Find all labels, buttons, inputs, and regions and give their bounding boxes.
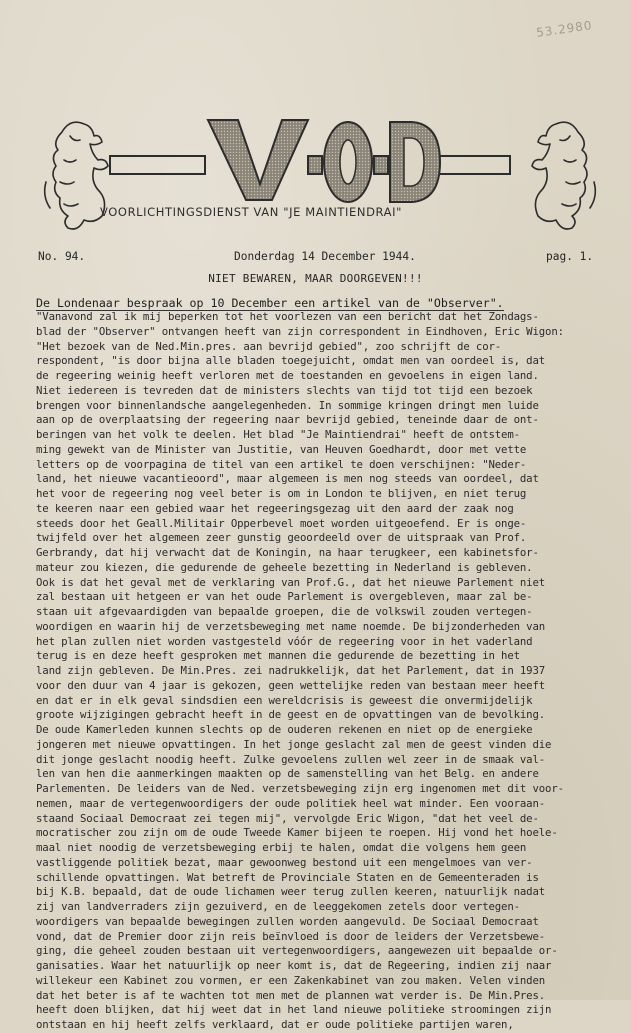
- letter-o: [324, 122, 372, 202]
- article-line: schillende opvattingen. Wat betreft de Provinciale Staten en de Gemeenteraden is: [36, 870, 539, 884]
- article-line: letters op de voorpagina de titel van een artikel te doen verschijnen: "Neder-: [36, 457, 527, 471]
- article-line: groote wijzigingen gebracht heeft in de geest en de opvattingen van de bevolking.: [36, 708, 546, 722]
- article-line: nemen, maar de vertegenwoordigers der oude politiek heel wat minder. Een vooraan-: [36, 796, 546, 810]
- letter-v: [208, 120, 308, 200]
- article-line: De oude Kamerleden kunnen slechts op de ouderen rekenen en niet op de energieke: [36, 723, 533, 736]
- article-line: woordigen en waarin hij de verzetsbeweging met name noemde. De bijzonderheden van: [36, 619, 546, 633]
- article-line: Ook is dat het geval met de verklaring van Prof.G., dat het nieuwe Parlement niet: [36, 575, 546, 589]
- article-line: het voor de regeering nog veel beter is om in London te blijven, en niet terug: [36, 487, 527, 500]
- article-line: staan uit afgevaardigden van bepaalde groepen, die de volkswil zouden vertegen-: [36, 605, 533, 618]
- masthead: [40, 112, 600, 242]
- article-line: te keeren naar een gebied waar het regeeringsgezag uit den aard der zaak nog: [36, 501, 514, 515]
- article-line: twijfeld over het algemeen zeer gunstig geoordeeld over de uitspraak van Prof.: [36, 531, 527, 545]
- left-lion-icon: [45, 122, 108, 229]
- article-line: en dat er in elk geval sindsdien een wereldcrisis is geweest die onvermijdelijk: [36, 693, 533, 707]
- article-line: het plan zullen niet worden vastgesteld vóór de regeering voor in het vaderland: [36, 634, 533, 648]
- article-line: jongeren met nieuwe opvattingen. In het jonge geslacht zal men de geest vinden die: [36, 737, 552, 751]
- article-line: terug is en deze heeft gesproken met mannen die gedurende de bezetting in het: [36, 649, 520, 663]
- article-line: bij K.B. bepaald, dat de oude lichamen weer terug zullen keeren, natuurlijk nadat: [36, 885, 546, 899]
- page-number: pag. 1.: [546, 250, 594, 263]
- article-line: Parlementen. De leiders van de Ned. verzetsbeweging zijn erg ingenomen met dit voor-: [36, 782, 564, 795]
- issue-date: Donderdag 14 December 1944.: [234, 250, 416, 263]
- article-line: len van hen die aanmerkingen maakten op de samenstelling van het Belg. en andere: [36, 767, 539, 781]
- article-line: woordigers van bepaalde bewegingen zullen worden aangevuld. De Sociaal Democraat: [36, 914, 539, 928]
- article-line: dat het beter is af te wachten tot men met de plannen wat verder is. De Min.Pres.: [36, 988, 546, 1002]
- article-line: ging, die geheel zouden bestaan uit vertegenwoordigers, aangewezen uit bepaalde or-: [36, 944, 558, 958]
- article-line: Gerbrandy, dat hij verwacht dat de Koningin, na haar terugkeer, een kabinetsfor-: [36, 546, 539, 559]
- issue-number: No. 94.: [38, 250, 86, 263]
- article-line: zij van landverraders zijn gezuiverd, en de leeggekomen zetels door vertegen-: [36, 900, 520, 913]
- article-line: dit jonge geslacht noodig heeft. Zulke gevoelens zullen wel zeer in de smaak val-: [36, 752, 546, 766]
- article-line: heeft doen blijken, dat hij weet dat in het land nieuwe politieke stroomingen zijn: [36, 1003, 552, 1017]
- article-line: de regeering weinig heeft verloren met de toestanden en gevoelens in eigen land.: [36, 369, 539, 382]
- separator-dot-1: [308, 156, 322, 174]
- article-line: mateur zou kiezen, die gedurende de geheele bezetting in Nederland is gebleven.: [36, 560, 533, 574]
- article-line: aan op de overplaatsing der regeering naar bevrijd gebied, teneinde daar de ont-: [36, 413, 539, 427]
- article-line: zal bestaan uit hetgeen er van het oude Parlement is overgebleven, maar zal be-: [36, 590, 533, 604]
- article-line: vond, dat de Premier door zijn reis beïnvloed is door de leiders der Verzetsbewe-: [36, 929, 546, 943]
- article-line: "Vanavond zal ik mij beperken tot het voorlezen van een bericht dat het Zondags-: [36, 310, 539, 323]
- article-line: staand Sociaal Democraat zei tegen mij", vervolgde Eric Wigon, "dat het veel de-: [36, 811, 539, 825]
- article-line: steeds door het Geall.Militair Opperbevel moet worden uitgeoefend. Er is onge-: [36, 516, 527, 530]
- article-line: vastliggende politiek bezat, maar gewoonweg bestond uit een mengelmoes van ver-: [36, 855, 533, 869]
- article-line: brengen voor binnenlandsche aangelegenheden. In sommige kringen dringt men luide: [36, 398, 539, 412]
- article-line: land zijn gebleven. De Min.Pres. zei nadrukkelijk, dat het Parlement, dat in 1937: [36, 664, 546, 677]
- article-line: mocratischer zou zijn om de oude Tweede Kamer bijeen te roepen. Hij vond het hoele-: [36, 826, 558, 840]
- article-line: maal niet noodig de verzetsbeweging erbij te halen, omdat die volgens hem geen: [36, 841, 527, 854]
- letter-d: [390, 122, 440, 202]
- article-line: ming gewekt van de Minister van Justitie, van Heuven Goedhardt, door met vette: [36, 442, 527, 456]
- article-line: ontstaan en hij heeft zelfs verklaard, dat er oude politieke partijen waren,: [36, 1018, 514, 1031]
- article-line: ganisaties. Waar het natuurlijk op neer komt is, dat de Regeering, indien zij naar: [36, 959, 552, 972]
- article-line: land, het nieuwe vacantieoord", maar algemeen is men nog steeds van oordeel, dat: [36, 472, 539, 486]
- issue-info: [38, 250, 598, 266]
- separator-dot-2: [374, 156, 388, 174]
- article-line: respondent, "is door bijna alle bladen toegejuicht, omdat men van oordeel is, dat: [36, 354, 546, 368]
- pencil-annotation: 53.2980: [535, 18, 594, 40]
- right-lion-icon: [532, 122, 595, 229]
- article-line: beringen van het volk te deelen. Het blad "Je Maintiendrai" heeft de ontstem-: [36, 428, 520, 441]
- article-line: willekeur een Kabinet zou vormen, er een Zakenkabinet van zou maken. Velen vinden: [36, 973, 546, 987]
- article-body: [36, 310, 611, 1033]
- masthead-subtitle: VOORLICHTINGSDIENST VAN "JE MAINTIENDRAI": [100, 205, 403, 219]
- notice: NIET BEWAREN, MAAR DOORGEVEN!!!: [208, 272, 423, 285]
- article-line: Niet iedereen is tevreden dat de ministers slechts van tijd tot tijd een bezoek: [36, 383, 533, 397]
- article-line: blad der "Observer" ontvangen heeft van zijn correspondent in Eindhoven, Eric Wigon:: [36, 324, 564, 338]
- masthead-logo: [40, 112, 600, 242]
- article-line: "Het bezoek van de Ned.Min.pres. aan bevrijd gebied", zoo schrijft de cor-: [36, 339, 502, 353]
- article-heading: De Londenaar bespraak op 10 December een artikel van de "Observer".: [36, 296, 504, 310]
- article-line: voor den duur van 4 jaar is gekozen, geen wettelijke reden van bestaan meer heeft: [36, 678, 546, 692]
